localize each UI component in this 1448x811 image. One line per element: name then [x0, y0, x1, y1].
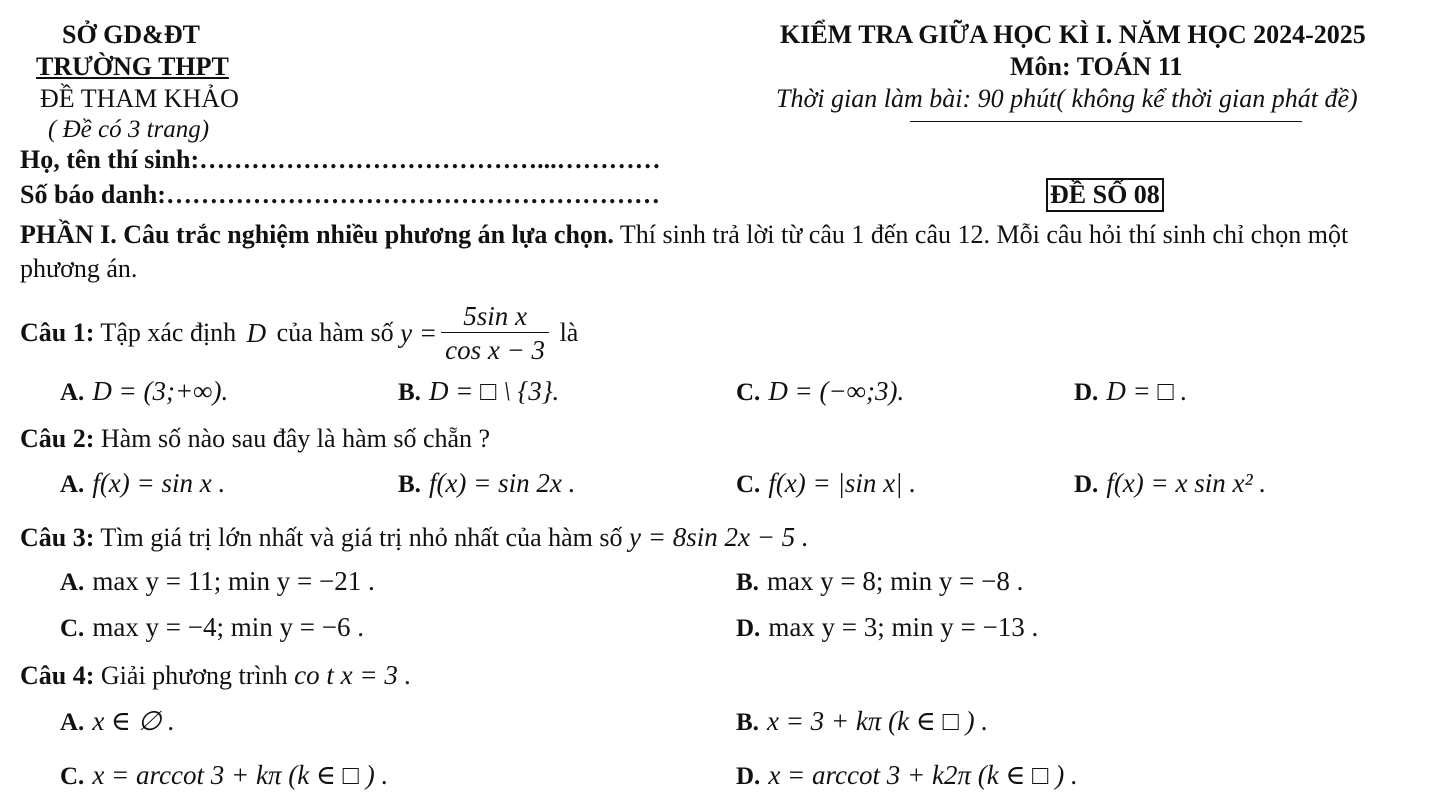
option-label: B. [398, 471, 421, 498]
q1-option-a[interactable] [60, 376, 228, 407]
q3-option-d[interactable] [736, 612, 1038, 643]
option-label: A. [60, 709, 85, 736]
question-formula: y = 8sin 2x − 5 . [629, 522, 809, 552]
option-label: B. [736, 709, 759, 736]
option-label: D. [1074, 471, 1099, 498]
option-label: A. [60, 569, 85, 596]
option-value: max y = −4; min y = −6 . [92, 612, 364, 642]
question-text: Hàm số nào sau đây là hàm số chẵn ? [94, 424, 491, 453]
pages-note: ( Đề có 3 trang) [48, 116, 210, 143]
q3-option-c[interactable] [60, 612, 364, 643]
q2-option-c[interactable] [736, 468, 916, 499]
option-value: D = □ \ {3}. [428, 376, 560, 406]
fraction-numerator: 5sin x [441, 300, 549, 333]
part1-instruction [20, 220, 1348, 250]
exam-title: KIỂM TRA GIỮA HỌC KÌ I. NĂM HỌC 2024-2025 [780, 20, 1366, 49]
function-fraction [441, 300, 549, 367]
q3-option-a[interactable] [60, 566, 375, 597]
option-label: C. [60, 763, 85, 790]
q2-option-b[interactable] [398, 468, 575, 499]
option-value: max y = 8; min y = −8 . [766, 566, 1024, 596]
question-label: Câu 4: [20, 661, 95, 690]
option-value: x = 3 + kπ (k ∈ □ ) . [766, 706, 989, 736]
q3-option-b[interactable] [736, 566, 1023, 597]
header-divider [910, 121, 1302, 122]
question-text-3: là [553, 318, 579, 347]
option-label: D. [736, 615, 761, 642]
exam-code: ĐỀ SỐ 08 [1046, 178, 1164, 212]
option-label: C. [60, 615, 85, 642]
q2-option-a[interactable] [60, 468, 225, 499]
option-label: D. [1074, 379, 1099, 406]
option-value: x = arccot 3 + k2π (k ∈ □ ) . [768, 760, 1078, 790]
option-value: D = □ . [1106, 376, 1188, 406]
fraction-denominator: cos x − 3 [445, 334, 546, 365]
question-4 [20, 660, 411, 691]
part1-heading: PHẦN I. Câu trắc nghiệm nhiều phương án lựa chọn. [20, 220, 614, 249]
exam-type: ĐỀ THAM KHẢO [40, 84, 239, 113]
option-label: B. [398, 379, 421, 406]
part1-instruction-text: Thí sinh trả lời từ câu 1 đến câu 12. Mỗi câu hỏi thí sinh chỉ chọn một [613, 220, 1349, 249]
question-text: Tìm giá trị lớn nhất và giá trị nhỏ nhất của hàm số [94, 523, 630, 552]
question-3 [20, 522, 809, 553]
option-label: C. [736, 471, 761, 498]
option-label: A. [60, 379, 85, 406]
option-value: x ∈ ∅ . [92, 706, 175, 736]
part1-instruction-cont: phương án. [20, 254, 138, 283]
question-formula: co t x = 3 . [294, 660, 412, 690]
question-text: Giải phương trình [94, 661, 295, 690]
q2-option-d[interactable] [1074, 468, 1266, 499]
option-value: f(x) = |sin x| . [768, 468, 917, 498]
option-value: max y = 11; min y = −21 . [92, 566, 375, 596]
q1-option-b[interactable] [398, 376, 559, 407]
q4-option-b[interactable] [736, 706, 988, 737]
question-label: Câu 3: [20, 523, 95, 552]
student-name-line: Họ, tên thí sinh:…………………………………...………… [20, 145, 661, 174]
school-name: TRƯỜNG THPT [36, 52, 229, 81]
option-value: D = (−∞;3). [768, 376, 905, 406]
question-text-2: của hàm số [270, 318, 401, 347]
option-value: f(x) = x sin x² . [1106, 468, 1267, 498]
option-label: A. [60, 471, 85, 498]
question-label: Câu 1: [20, 318, 95, 347]
question-text: Tập xác định [94, 318, 243, 347]
q4-option-c[interactable] [60, 760, 388, 791]
option-value: D = (3;+∞). [92, 376, 229, 406]
department-name: SỞ GD&ĐT [62, 20, 200, 49]
q1-option-d[interactable] [1074, 376, 1187, 407]
option-value: f(x) = sin 2x . [428, 468, 576, 498]
q1-option-c[interactable] [736, 376, 904, 407]
option-label: C. [736, 379, 761, 406]
option-label: B. [736, 569, 759, 596]
function-lhs: y = [400, 317, 438, 348]
time-note: Thời gian làm bài: 90 phút( không kể thời gian phát đề) [776, 84, 1358, 113]
option-value: x = arccot 3 + kπ (k ∈ □ ) . [92, 760, 389, 790]
question-label: Câu 2: [20, 424, 95, 453]
domain-symbol: D [246, 317, 267, 348]
option-value: f(x) = sin x . [92, 468, 226, 498]
q4-option-d[interactable] [736, 760, 1078, 791]
q4-option-a[interactable] [60, 706, 175, 737]
question-1 [20, 298, 578, 368]
question-2 [20, 424, 490, 454]
subject: Môn: TOÁN 11 [1010, 52, 1183, 81]
option-value: max y = 3; min y = −13 . [768, 612, 1039, 642]
option-label: D. [736, 763, 761, 790]
student-id-line: Số báo danh:………………………………………………… [20, 180, 660, 209]
